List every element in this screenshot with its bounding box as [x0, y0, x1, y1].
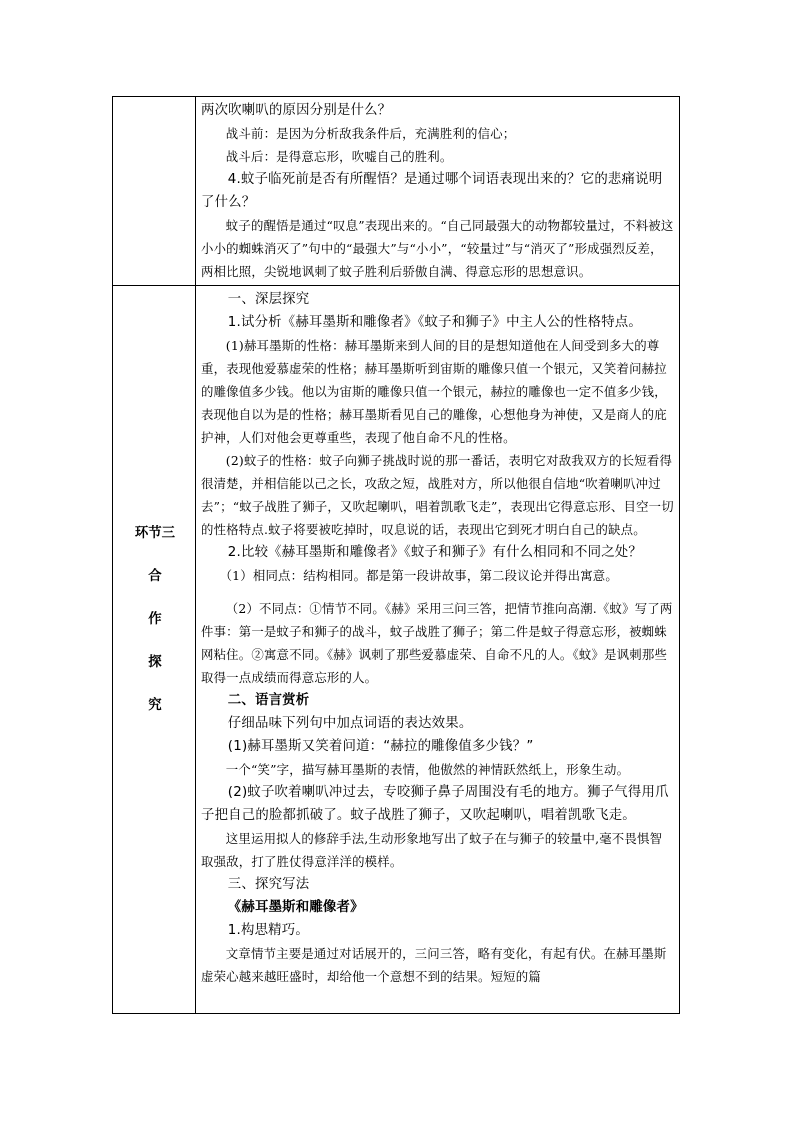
row2-content-cell — [195, 285, 680, 1014]
answer: （2）不同点：①情节不同。《赫》采用三问三答，把情节推向高潮.《蚊》写了两件事：第一是蚊子和狮子的战斗，蚊子战胜了狮子；第二件是蚊子得意忘形，被蜘蛛网粘住。②寓意不同。《赫》讽刺了那些爱慕虚荣、自命不凡的人。《蚊》是讽刺那些取得一点成绩而得意忘形的人。 — [201, 601, 673, 685]
answer: （1）相同点：结构相同。都是第一段讲故事，第二段议论并得出寓意。 — [219, 568, 618, 583]
question: 2.比较《赫耳墨斯和雕像者》《蚊子和狮子》有什么相同和不同之处？ — [227, 545, 642, 560]
row1-label-cell — [112, 96, 196, 286]
row2-label-cell — [112, 285, 196, 1014]
question-4: 4.蚊子临死前是否有所醒悟？是通过哪个词语表现出来的？它的悲痛说明了什么？ — [201, 172, 663, 210]
answer: (2)蚊子的性格：蚊子向狮子挑战时说的那一番话，表明它对敌我双方的长短看得很清楚，并相信能以己之长，攻敌之短，战胜对方，所以他很自信地“吹着喇叭冲过去”；“蚊子战胜了狮子，又吹起喇叭，唱着凯歌飞走”，表现出它得意忘形、目空一切的性格特点.蚊子将要被吃掉时，叹息说的话，表现出它到死才明白自己的缺点。 — [201, 453, 674, 537]
section-label: 环节三 — [134, 526, 176, 541]
text-line: 战斗前：是因为分析敌我条件后，充满胜利的信心； — [225, 126, 516, 141]
text-line: 1.构思精巧。 — [227, 923, 309, 938]
subheading: 《赫耳墨斯和雕像者》 — [227, 900, 364, 915]
text-line: 两次吹喇叭的原因分别是什么？ — [201, 103, 392, 118]
answer: (1)赫耳墨斯的性格：赫耳墨斯来到人间的目的是想知道他在人间受到多大的尊重，表现他爱慕虚荣的性格；赫耳墨斯听到宙斯的雕像只值一个银元，又笑着问赫拉的雕像值多少钱。他以为宙斯的雕像只值一个银元，赫拉的雕像也一定不值多少钱，表现他自以为是的性格；赫耳墨斯看见自己的雕像，心想他身为神使，又是商人的庇护神，人们对他会更尊重些，表现了他自命不凡的性格。 — [201, 338, 667, 445]
text-line: (2)蚊子吹着喇叭冲过去，专咬狮子鼻子周围没有毛的地方。狮子气得用爪子把自己的脸都抓破了。蚊子战胜了狮子，又吹起喇叭，唱着凯歌飞走。 — [201, 785, 669, 823]
text-line: 战斗后：是得意忘形，吹嘘自己的胜利。 — [225, 149, 453, 164]
text-line: (1)赫耳墨斯又笑着问道：“赫拉的雕像值多少钱？” — [227, 739, 534, 754]
section-label-char: 探 — [148, 655, 162, 670]
row1-content-cell — [195, 96, 680, 286]
heading: 二、语言赏析 — [227, 693, 310, 708]
lesson-table — [112, 96, 680, 1014]
section-label-char: 合 — [148, 569, 162, 584]
section-label-char: 究 — [148, 698, 162, 713]
heading: 一、深层探究 — [227, 292, 310, 307]
answer: 文章情节主要是通过对话展开的，三问三答，略有变化，有起有伏。在赫耳墨斯虚荣心越来越旺盛时，却给他一个意想不到的结果。短短的篇 — [201, 946, 667, 984]
question: 1.试分析《赫耳墨斯和雕像者》《蚊子和狮子》中主人公的性格特点。 — [227, 315, 642, 330]
heading: 三、探究写法 — [227, 877, 310, 892]
section-label-char: 作 — [148, 612, 162, 627]
answer: 这里运用拟人的修辞手法,生动形象地写出了蚊子在与狮子的较量中,毫不畏惧智取强敌，打了胜仗得意洋洋的模样。 — [201, 831, 663, 869]
answer: 一个“笑”字，描写赫耳墨斯的表情，他傲然的神情跃然纸上，形象生动。 — [225, 762, 630, 777]
answer-4: 蚊子的醒悟是通过“叹息”表现出来的。“自己同最强大的动物都较量过，不料被这小小的蜘蛛消灭了”句中的“最强大”与“小小”，“较量过”与“消灭了”形成强烈反差，两相比照，尖锐地讽刺了蚊子胜利后骄傲自满、得意忘形的思想意识。 — [201, 218, 674, 279]
text-line: 仔细品味下列句中加点词语的表达效果。 — [227, 716, 473, 731]
